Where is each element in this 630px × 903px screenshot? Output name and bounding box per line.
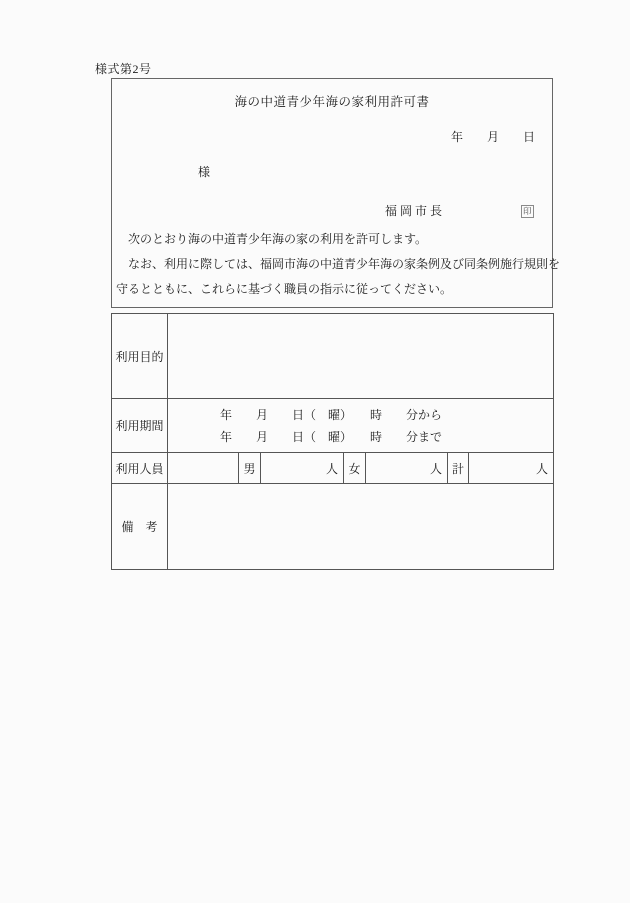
issuer-title: 福岡市長 [385,204,446,218]
remarks-row [112,484,554,570]
permit-body-line-1: 次のとおり海の中道青少年海の家の利用を許可します。 [116,232,428,246]
period-row [112,399,554,453]
purpose-value-cell [168,314,554,399]
permit-body-line-3: 守るとともに、これらに基づく職員の指示に従ってください。 [116,282,453,296]
total-label-cell: 計 [448,453,469,484]
permit-body-text [116,227,561,302]
female-label-cell: 女 [344,453,366,484]
period-label-cell: 利用期間 [112,399,168,453]
purpose-label-cell: 利用目的 [112,314,168,399]
application-details-table [111,313,554,570]
purpose-row [112,314,554,399]
female-count-cell: 人 [366,453,448,484]
male-count-cell: 人 [261,453,344,484]
issue-date-line: 年 月 日 [450,130,535,144]
total-count-cell: 人 [469,453,554,484]
permit-header-box [111,78,561,308]
people-blank-cell [168,453,239,484]
seal-mark: 印 [523,206,532,216]
male-label-cell: 男 [239,453,261,484]
people-label-cell: 利用人員 [112,453,168,484]
people-row [112,453,554,484]
period-from-line: 年 月 日（ 曜） 時 分から [220,407,443,422]
remarks-value-cell [168,484,554,570]
addressee-honorific: 様 [198,165,211,179]
permit-body-line-2: なお、利用に際しては、福岡市海の中道青少年海の家条例及び同条例施行規則を [116,257,561,271]
form-number-label: 様式第2号 [95,62,152,76]
permit-title: 海の中道青少年海の家利用許可書 [234,95,430,109]
remarks-label-cell: 備 考 [112,484,168,570]
period-to-line: 年 月 日（ 曜） 時 分まで [220,429,443,444]
period-value-cell [168,399,554,453]
